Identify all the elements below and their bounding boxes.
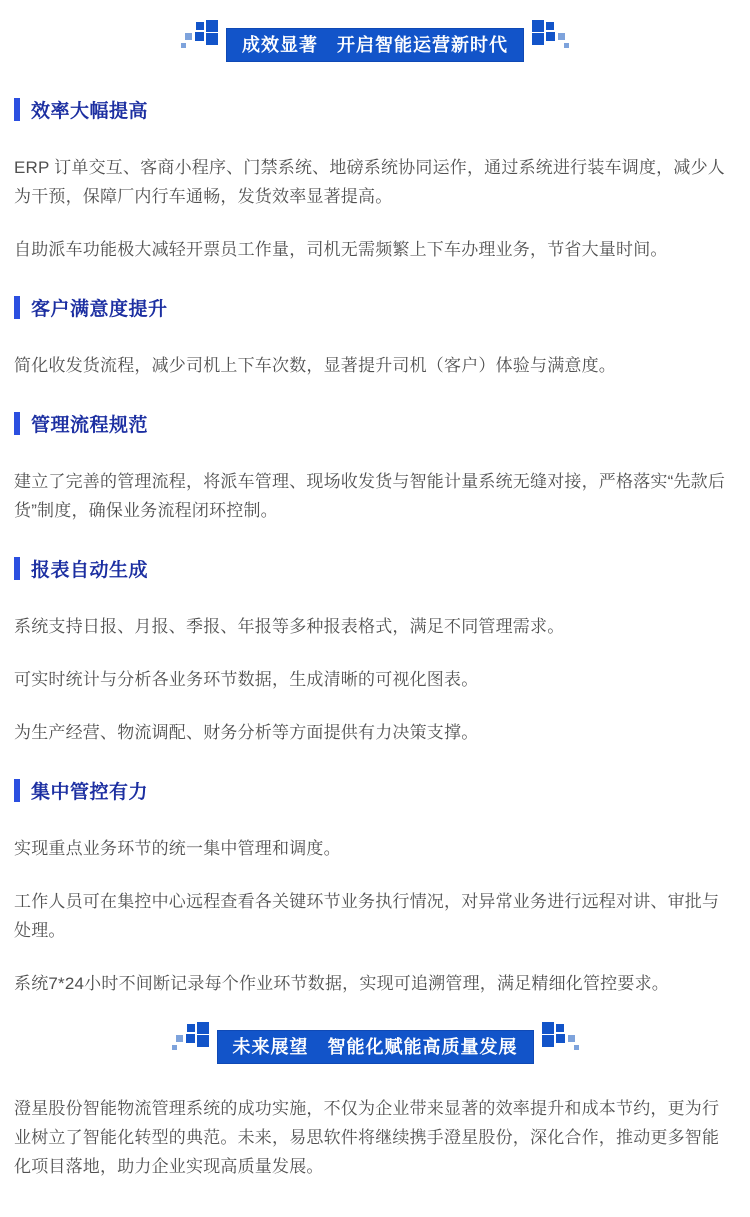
section-heading-text: 集中管控有力 <box>31 782 149 803</box>
paragraph: 为生产经营、物流调配、财务分析等方面提供有力决策支撑。 <box>14 723 479 742</box>
section-heading-text: 客户满意度提升 <box>31 299 168 320</box>
section-heading <box>14 555 736 582</box>
section-process-standardization <box>14 410 736 525</box>
section-heading <box>14 777 736 804</box>
section-heading <box>14 294 736 321</box>
paragraph: 系统7*24小时不间断记录每个作业环节数据，实现可追溯管理，满足精细化管控要求。 <box>14 974 669 993</box>
closing-paragraph: 澄星股份智能物流管理系统的成功实施，不仅为企业带来显著的效率提升和成本节约，更为行业树立了智能化转型的典范。未来，易思软件将继续携手澄星股份，深化合作，推动更多智能化项目落地，助力企业实现高质量发展。 <box>14 1099 720 1176</box>
section-customer-satisfaction <box>14 294 736 380</box>
section-heading-text: 管理流程规范 <box>31 415 149 436</box>
paragraph: ERP 订单交互、客商小程序、门禁系统、地磅系统协同运作，通过系统进行装车调度，减少人为干预，保障厂内行车通畅，发货效率显著提高。 <box>14 158 725 206</box>
section-report-generation <box>14 555 736 747</box>
paragraph: 工作人员可在集控中心远程查看各关键环节业务执行情况，对异常业务进行远程对讲、审批与处理。 <box>14 892 720 940</box>
section-heading <box>14 96 736 123</box>
pixel-mosaic-left-icon <box>177 20 221 66</box>
paragraph: 可实时统计与分析各业务环节数据，生成清晰的可视化图表。 <box>14 670 479 689</box>
paragraph: 实现重点业务环节的统一集中管理和调度。 <box>14 839 341 858</box>
banner-results <box>14 20 736 66</box>
pixel-mosaic-right-icon <box>529 20 573 66</box>
pixel-mosaic-left-icon <box>168 1022 212 1068</box>
section-heading <box>14 410 736 437</box>
paragraph: 自助派车功能极大减轻开票员工作量，司机无需频繁上下车办理业务，节省大量时间。 <box>14 240 668 259</box>
heading-bar <box>14 412 20 435</box>
banner-title: 未来展望 智能化赋能高质量发展 <box>217 1030 534 1064</box>
article-page <box>0 20 750 1217</box>
section-heading-text: 效率大幅提高 <box>31 101 149 122</box>
paragraph: 简化收发货流程，减少司机上下车次数，显著提升司机（客户）体验与满意度。 <box>14 356 616 375</box>
section-centralized-control <box>14 777 736 998</box>
heading-bar <box>14 779 20 802</box>
paragraph: 建立了完善的管理流程，将派车管理、现场收发货与智能计量系统无缝对接，严格落实“先款后货”制度，确保业务流程闭环控制。 <box>14 472 726 520</box>
section-efficiency <box>14 96 736 264</box>
paragraph: 系统支持日报、月报、季报、年报等多种报表格式，满足不同管理需求。 <box>14 617 565 636</box>
banner-title: 成效显著 开启智能运营新时代 <box>226 28 524 62</box>
heading-bar <box>14 557 20 580</box>
heading-bar <box>14 296 20 319</box>
pixel-mosaic-right-icon <box>539 1022 583 1068</box>
heading-bar <box>14 98 20 121</box>
banner-future-outlook <box>14 1022 736 1068</box>
section-heading-text: 报表自动生成 <box>31 560 149 581</box>
